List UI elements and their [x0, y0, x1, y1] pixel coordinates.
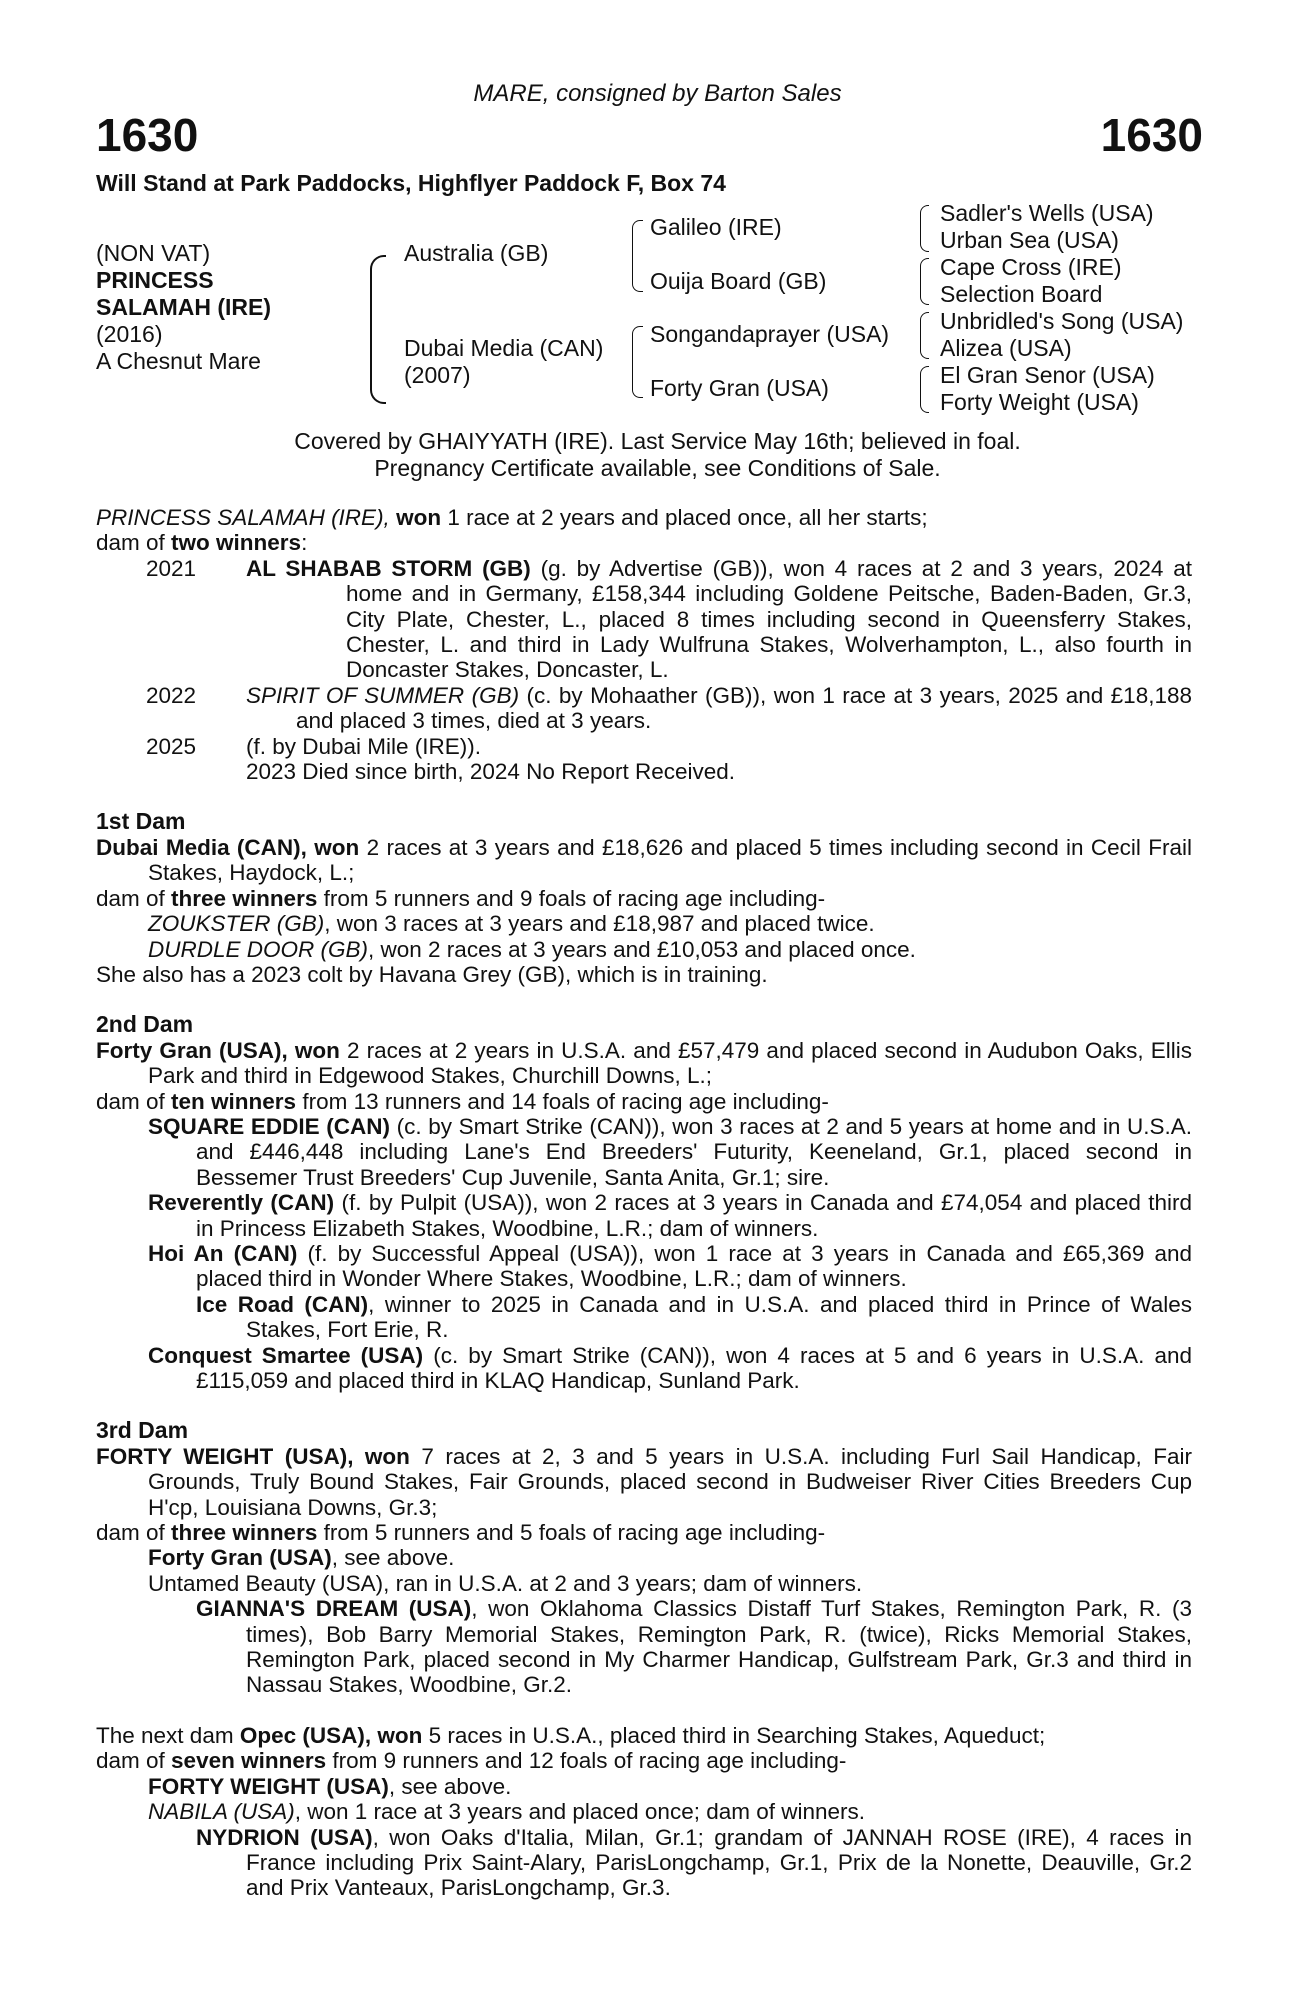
pedigree-grand-4: Selection Board	[940, 281, 1103, 307]
bracket-sire	[632, 220, 643, 292]
pedigree-grand-3: Cape Cross (IRE)	[940, 254, 1122, 280]
pedigree-grand-7: El Gran Senor (USA)	[940, 362, 1155, 388]
third-dam-entry: Forty Gran (USA), see above.	[148, 1545, 455, 1571]
next-dam-produce-summary: dam of seven winners from 9 runners and 12 foals of racing age including-	[96, 1748, 847, 1774]
second-dam-record: Forty Gran (USA), won 2 races at 2 years in U.S.A. and £57,479 and placed second in Audubon Oaks, Ellis Park and third in Edgewood Stakes, Churchill Downs, L.;	[96, 1037, 1192, 1089]
horse-info	[96, 240, 271, 375]
covered-line1: Covered by GHAIYYATH (IRE). Last Service May 16th; believed in foal.	[294, 428, 1021, 454]
intro-line1: PRINCESS SALAMAH (IRE), won 1 race at 2 years and placed once, all her starts;	[96, 505, 928, 530]
catalogue-body	[96, 505, 1192, 1901]
second-dam-entry: Hoi An (CAN) (f. by Successful Appeal (USA)), won 1 race at 3 years in Canada and £65,369 and placed third in Wonder Where Stakes, Woodbine, L.R.; dam of winners.	[148, 1240, 1193, 1292]
third-dam-heading: 3rd Dam	[96, 1417, 189, 1444]
horse-name-line1: PRINCESS	[96, 267, 214, 293]
pedigree-sire-sire: Galileo (IRE)	[650, 214, 782, 240]
horse-year: (2016)	[96, 321, 163, 347]
pedigree-dam-sire: Songandaprayer (USA)	[650, 321, 890, 347]
next-dam-sub-entry: NYDRION (USA), won Oaks d'Italia, Milan, Gr.1; grandam of JANNAH ROSE (IRE), 4 races in France including Prix Saint-Alary, ParisLongchamp, Gr.1, Prix de la Nonette, Deauville, Gr.2 and Prix Vanteaux, ParisLongchamp, Gr.3.	[196, 1824, 1192, 1901]
produce-row-2025: 2025 (f. by Dubai Mile (IRE)). 2023 Died since birth, 2024 No Report Received.	[146, 733, 736, 785]
next-dam-entry: NABILA (USA), won 1 race at 3 years and placed once; dam of winners.	[148, 1799, 866, 1825]
pedigree-grand-8: Forty Weight (USA)	[940, 389, 1139, 415]
second-dam-produce-summary: dam of ten winners from 13 runners and 14 foals of racing age including-	[96, 1088, 829, 1114]
bracket-dam	[632, 326, 643, 398]
third-dam-entry: Untamed Beauty (USA), ran in U.S.A. at 2 and 3 years; dam of winners.	[148, 1570, 863, 1596]
second-dam-sub-entry: Ice Road (CAN), winner to 2025 in Canada and in U.S.A. and placed third in Prince of Wales Stakes, Fort Erie, R.	[196, 1291, 1193, 1343]
second-dam-entry: Reverently (CAN) (f. by Pulpit (USA)), won 2 races at 3 years in Canada and £74,054 and placed third in Princess Elizabeth Stakes, Woodbine, L.R.; dam of winners.	[148, 1190, 1192, 1241]
horse-name-line2: SALAMAH (IRE)	[96, 294, 272, 320]
produce-row-2021: 2021 AL SHABAB STORM (GB) (g. by Advertise (GB)), won 4 races at 2 and 3 years, 2024 at home and in Germany, £158,344 including Goldene Peitsche, Baden-Baden, Gr.3, City Plate, Chester, L., placed 8 times including second in Queensferry Stakes, Chester, L. and third in Lady Wulfruna Stakes, Wolverhampton, L., also fourth in Doncaster Stakes, Doncaster, L.	[146, 555, 1192, 683]
second-dam-entry: Conquest Smartee (USA) (c. by Smart Strike (CAN)), won 4 races at 5 and 6 years in U.S.A. and £115,059 and placed third in KLAQ Handicap, Sunland Park.	[148, 1342, 1192, 1393]
first-dam-record: Dubai Media (CAN), won 2 races at 3 years and £18,626 and placed 5 times including second in Cecil Frail Stakes, Haydock, L.;	[96, 834, 1192, 886]
pedigree-dam-dam: Forty Gran (USA)	[650, 375, 829, 401]
lot-number-right: 1630	[1100, 109, 1203, 161]
pedigree-grand-1: Sadler's Wells (USA)	[940, 200, 1154, 226]
produce-text-2022: SPIRIT OF SUMMER (GB) (c. by Mohaather (GB)), won 1 race at 3 years, 2025 and £18,188 and placed 3 times, died at 3 years.	[246, 682, 1192, 734]
produce-row-2022: 2022 SPIRIT OF SUMMER (GB) (c. by Mohaather (GB)), won 1 race at 3 years, 2025 and £18,188 and placed 3 times, died at 3 years.	[146, 682, 1192, 734]
pedigree-grand-2: Urban Sea (USA)	[940, 227, 1119, 253]
bracket-g4	[920, 366, 929, 413]
pedigree-grand-6: Alizea (USA)	[940, 335, 1072, 361]
intro-line2: dam of two winners:	[96, 530, 308, 556]
bracket-g3	[920, 312, 929, 359]
stand-location: Will Stand at Park Paddocks, Highflyer Paddock F, Box 74	[96, 170, 726, 196]
pedigree-sire-dam: Ouija Board (GB)	[650, 268, 827, 294]
lot-number-left: 1630	[96, 109, 199, 161]
pedigree-grand-5: Unbridled's Song (USA)	[940, 308, 1184, 334]
first-dam-heading: 1st Dam	[96, 808, 186, 835]
second-dam-entry: SQUARE EDDIE (CAN) (c. by Smart Strike (CAN)), won 3 races at 2 and 5 years at home and in U.S.A. and £446,448 including Lane's End Breeders' Futurity, Keeneland, Gr.1, placed second in Bessemer Trust Breeders' Cup Juvenile, Santa Anita, Gr.1; sire.	[148, 1113, 1193, 1190]
next-dam-entry: FORTY WEIGHT (USA), see above.	[148, 1773, 512, 1799]
pedigree-sire: Australia (GB)	[404, 240, 549, 266]
consignment-line: MARE, consigned by Barton Sales	[473, 80, 842, 107]
second-dam-heading: 2nd Dam	[96, 1011, 194, 1038]
produce-text-2021: AL SHABAB STORM (GB) (g. by Advertise (GB)), won 4 races at 2 and 3 years, 2024 at home and in Germany, £158,344 including Goldene Peitsche, Baden-Baden, Gr.3, City Plate, Chester, L., placed 8 times including second in Queensferry Stakes, Chester, L. and third in Lady Wulfruna Stakes, Wolverhampton, L., also fourth in Doncaster Stakes, Doncaster, L.	[246, 555, 1192, 683]
bracket-g2	[920, 258, 929, 305]
third-dam-produce-summary: dam of three winners from 5 runners and 5 foals of racing age including-	[96, 1520, 826, 1546]
next-dam-record: The next dam Opec (USA), won 5 races in U.S.A., placed third in Searching Stakes, Aqueduct;	[96, 1722, 1046, 1748]
horse-description: A Chesnut Mare	[96, 348, 261, 374]
pedigree-bracket-main	[370, 255, 386, 404]
third-dam-record: FORTY WEIGHT (USA), won 7 races at 2, 3 and 5 years in U.S.A. including Furl Sail Handicap, Fair Grounds, Truly Bound Stakes, Fair Grounds, placed second in Budweiser River Cities Breeders Cup H'cp, Louisiana Downs, Gr.3;	[96, 1443, 1192, 1520]
covered-info	[0, 428, 1315, 482]
pedigree-dam: Dubai Media (CAN)	[404, 335, 604, 361]
first-dam-also: She also has a 2023 colt by Havana Grey (GB), which is in training.	[96, 961, 768, 987]
third-dam-sub-entry: GIANNA'S DREAM (USA), won Oklahoma Classics Distaff Turf Stakes, Remington Park, R. (3 times), Bob Barry Memorial Stakes, Remington Park, R. (twice), Ricks Memorial Stakes, Remington Park, placed second in My Charmer Handicap, Gulfstream Park, Gr.3 and third in Nassau Stakes, Woodbine, Gr.2.	[196, 1596, 1192, 1698]
vat-status: (NON VAT)	[96, 240, 211, 266]
first-dam-produce-summary: dam of three winners from 5 runners and 9 foals of racing age including-	[96, 885, 826, 911]
bracket-g1	[920, 205, 929, 252]
first-dam-entry: DURDLE DOOR (GB), won 2 races at 3 years and £10,053 and placed once.	[148, 936, 916, 962]
first-dam-entry: ZOUKSTER (GB), won 3 races at 3 years and £18,987 and placed twice.	[148, 911, 875, 937]
covered-line2: Pregnancy Certificate available, see Conditions of Sale.	[374, 455, 941, 481]
pedigree-dam-year: (2007)	[404, 362, 471, 388]
